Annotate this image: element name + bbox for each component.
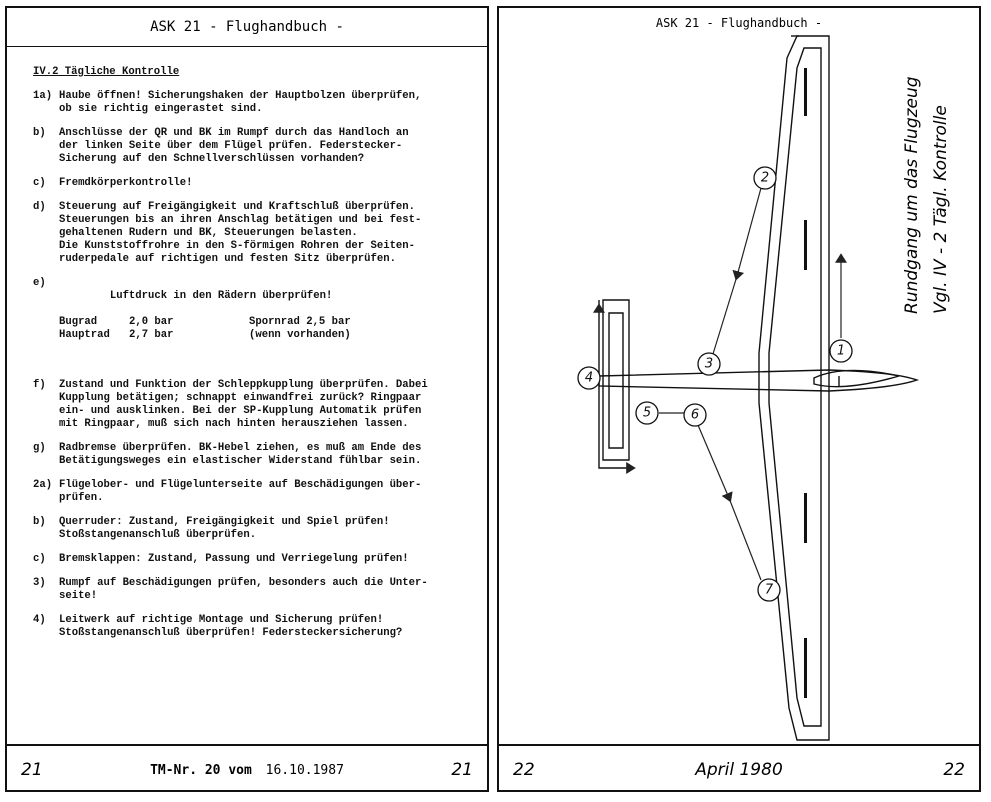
page-number: 22 bbox=[513, 760, 535, 780]
tm-label: TM-Nr. 20 vom bbox=[150, 763, 252, 778]
check-item bbox=[33, 177, 473, 190]
item-label: f) bbox=[33, 379, 46, 391]
item-text: Querruder: Zustand, Freigängigkeit und Spiel prüfen! Stoßstangenanschluß überprüfen. bbox=[59, 516, 390, 541]
item-label: 3) bbox=[33, 577, 46, 589]
item-label: c) bbox=[33, 177, 46, 189]
item-text bbox=[59, 277, 473, 368]
tire-pressure-heading: Luftdruck in den Rädern überprüfen! bbox=[109, 290, 333, 302]
check-item bbox=[33, 201, 473, 266]
left-manual-page bbox=[5, 6, 489, 792]
checkpoint-label: 1 bbox=[836, 343, 846, 359]
checkpoint-label: 3 bbox=[704, 356, 714, 372]
tire-cell: Bugrad bbox=[59, 316, 98, 328]
left-page-body bbox=[33, 66, 473, 651]
section-title: IV.2 Tägliche Kontrolle bbox=[33, 66, 180, 78]
wing-inner-outline bbox=[769, 48, 821, 726]
tire-cell: 2,7 bar bbox=[129, 329, 174, 341]
issue-date: April 1980 bbox=[695, 760, 783, 780]
fuselage bbox=[599, 370, 917, 391]
diagram-title: Rundgang um das Flugzeug bbox=[902, 76, 922, 314]
check-item bbox=[33, 379, 473, 431]
item-text: Anschlüsse der QR und BK im Rumpf durch das Handloch an der linken Seite über dem Flügel prüfen. Federstecker- Sicherung auf den Schnellverschlüssen vorhanden? bbox=[59, 127, 409, 165]
check-item bbox=[33, 553, 473, 566]
item-label: e) bbox=[33, 277, 46, 289]
page-number: 21 bbox=[21, 760, 43, 780]
item-label: 4) bbox=[33, 614, 46, 626]
check-item bbox=[33, 90, 473, 116]
item-label: d) bbox=[33, 201, 46, 213]
canopy bbox=[814, 370, 899, 386]
check-item-tire-pressure bbox=[33, 277, 473, 368]
check-item bbox=[33, 442, 473, 468]
tailplane-inner bbox=[609, 313, 623, 448]
item-text: Zustand und Funktion der Schleppkupplung überprüfen. Dabei Kupplung betätigen; schnappt einwandfrei zurück? Ringpaar ein- und ausklinken. Bei der SP-Kupplung Automatik prüfen mit Ringpaar, muß sich nach hinten herausziehen lassen. bbox=[59, 379, 428, 430]
tire-cell: Spornrad 2,5 bar bbox=[249, 316, 351, 328]
item-text: Haube öffnen! Sicherungshaken der Hauptbolzen überprüfen, ob sie richtig eingerastet sind. bbox=[59, 90, 422, 115]
page-number: 22 bbox=[943, 760, 965, 780]
left-page-header: ASK 21 - Flughandbuch - bbox=[7, 8, 487, 47]
tailplane bbox=[603, 300, 629, 460]
item-text: Leitwerk auf richtige Montage und Sicherung prüfen! Stoßstangenanschluß überprüfen! Federsteckersicherung? bbox=[59, 614, 403, 639]
check-item bbox=[33, 479, 473, 505]
item-label: 1a) bbox=[33, 90, 53, 102]
item-text: Bremsklappen: Zustand, Passung und Verriegelung prüfen! bbox=[59, 553, 409, 565]
right-page-footer bbox=[499, 744, 979, 790]
check-item bbox=[33, 577, 473, 603]
item-label: b) bbox=[33, 516, 46, 528]
tire-cell: 2,0 bar bbox=[129, 316, 174, 328]
diagram-subtitle: Vgl. IV - 2 Tägl. Kontrolle bbox=[931, 105, 951, 314]
item-label: 2a) bbox=[33, 479, 53, 491]
item-label: c) bbox=[33, 553, 46, 565]
item-text: Flügelober- und Flügelunterseite auf Beschädigungen über- prüfen. bbox=[59, 479, 422, 504]
tm-revision-note bbox=[7, 763, 487, 778]
item-label: b) bbox=[33, 127, 46, 139]
item-text: Fremdkörperkontrolle! bbox=[59, 177, 193, 189]
left-page-footer bbox=[7, 744, 487, 790]
check-item bbox=[33, 516, 473, 542]
checkpoint-label: 4 bbox=[584, 370, 594, 386]
tm-date: 16.10.1987 bbox=[265, 763, 344, 778]
item-text: Rumpf auf Beschädigungen prüfen, besonders auch die Unter- seite! bbox=[59, 577, 428, 602]
item-text: Steuerung auf Freigängigkeit und Kraftschluß überprüfen. Steuerungen bis an ihren Anschlag betätigen und bei fest- gehaltenen Rudern und BK, Steuerungen belasten. Die Kunststoffrohre in den S-förmigen Rohren der Seiten- ruderpedale auf richtigen und festen Sitz überprüfen. bbox=[59, 201, 422, 265]
checkpoint-label: 7 bbox=[764, 582, 774, 598]
checkpoint-label: 6 bbox=[690, 407, 700, 423]
checkpoint-label: 5 bbox=[642, 405, 652, 421]
item-label: g) bbox=[33, 442, 46, 454]
right-page-header: ASK 21 - Flughandbuch - bbox=[655, 16, 823, 30]
checkpoint-label: 2 bbox=[760, 170, 770, 186]
tire-pressure-table bbox=[59, 316, 473, 342]
item-text: Radbremse überprüfen. BK-Hebel ziehen, es muß am Ende des Betätigungsweges ein elastischer Widerstand fühlbar sein. bbox=[59, 442, 422, 467]
right-manual-page bbox=[497, 6, 981, 792]
tire-cell: (wenn vorhanden) bbox=[249, 329, 351, 341]
check-item bbox=[33, 614, 473, 640]
page-number: 21 bbox=[451, 760, 473, 780]
check-item bbox=[33, 127, 473, 166]
tire-cell: Hauptrad bbox=[59, 329, 110, 341]
